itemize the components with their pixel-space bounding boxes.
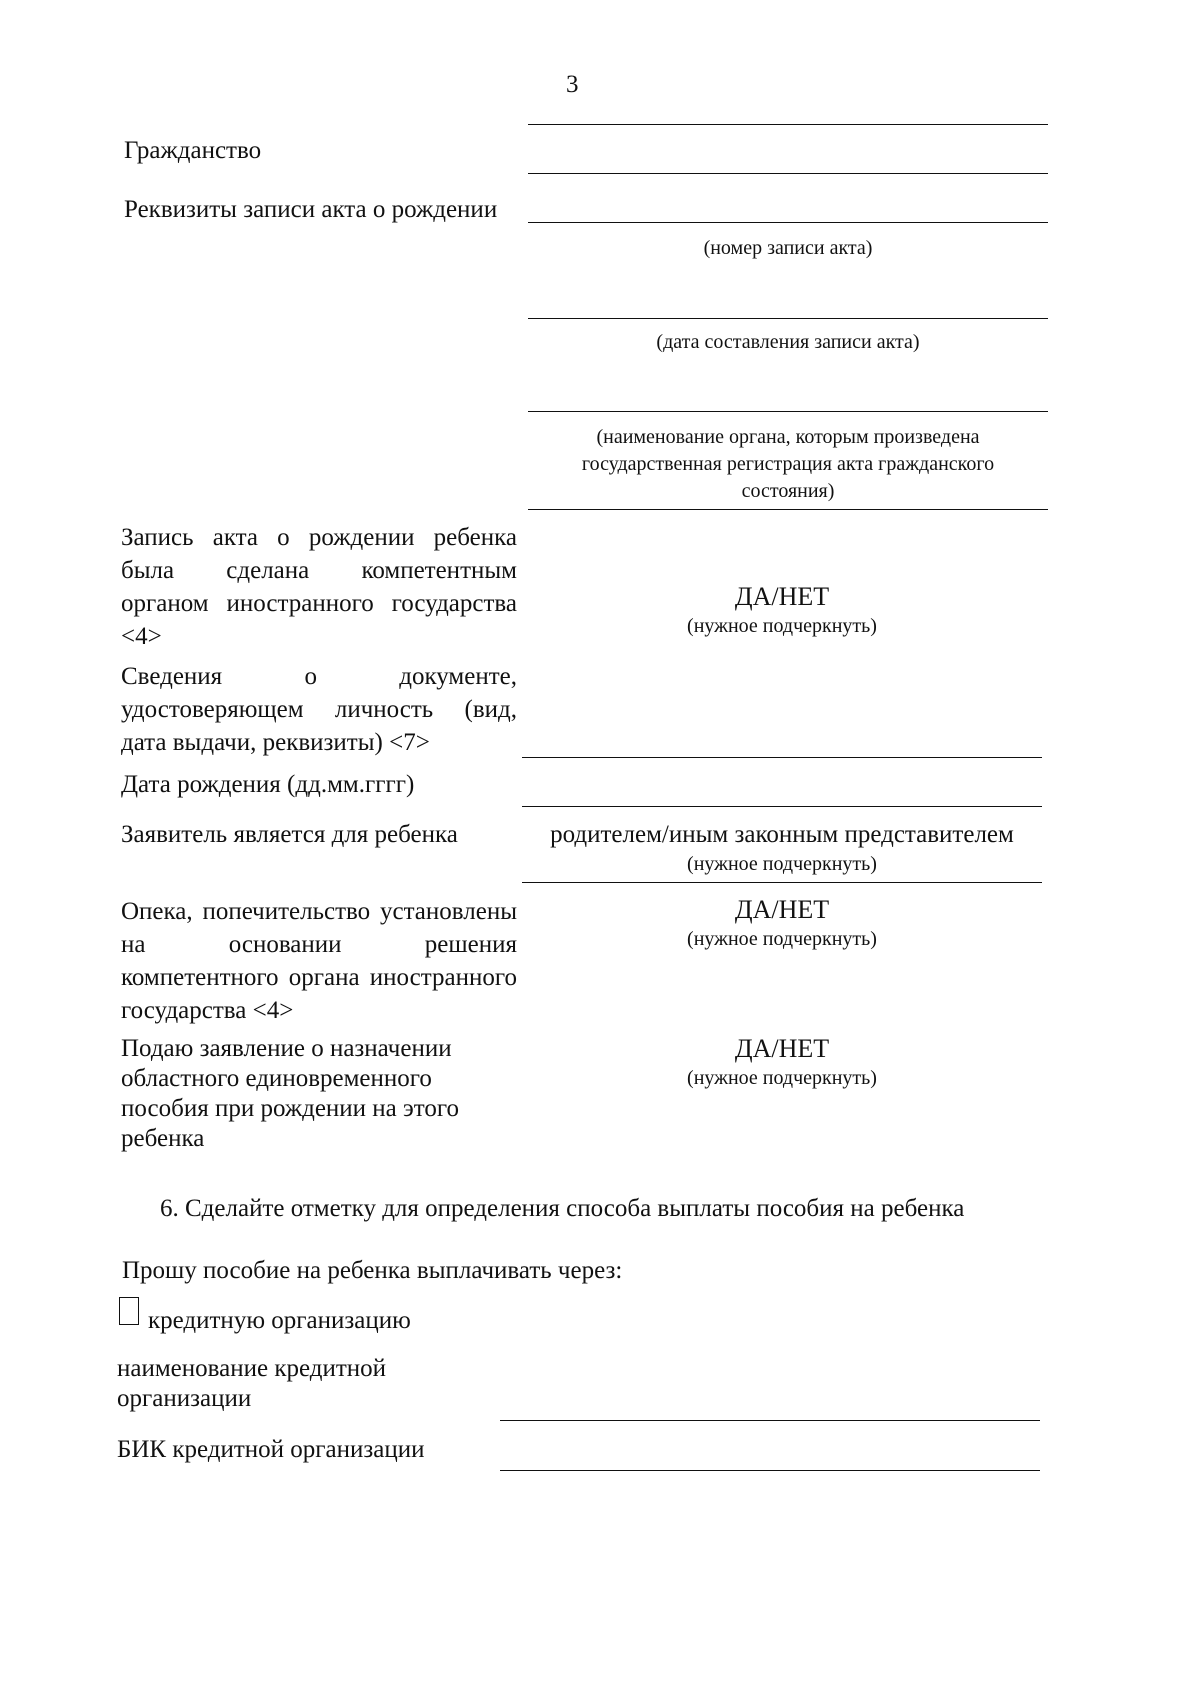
organ-caption-line-3: состояния) bbox=[741, 480, 835, 502]
citizenship-top-rule bbox=[528, 124, 1048, 125]
id-document-field[interactable] bbox=[522, 757, 1042, 758]
guardianship-choice-block bbox=[522, 895, 1042, 953]
credit-organization-checkbox[interactable] bbox=[119, 1297, 139, 1325]
foreign-record-label: Запись акта о рождении ребенка была сделана компетентным органом иностранного государства <4> bbox=[121, 524, 517, 650]
section6-heading: 6. Сделайте отметку для определения способа выплаты пособия на ребенка bbox=[160, 1195, 965, 1222]
foreign-record-choice[interactable]: ДА/НЕТ bbox=[734, 582, 830, 611]
applicant-role-label: Заявитель является для ребенка bbox=[121, 821, 458, 848]
bik-label: БИК кредитной организации bbox=[117, 1436, 425, 1463]
birth-date-label: Дата рождения (дд.мм.гггг) bbox=[121, 771, 415, 798]
birth-record-date-field[interactable] bbox=[528, 318, 1048, 319]
birth-date-field[interactable] bbox=[522, 806, 1042, 807]
regional-allowance-choice[interactable]: ДА/НЕТ bbox=[734, 1034, 830, 1063]
regional-allowance-hint: (нужное подчеркнуть) bbox=[687, 1067, 877, 1089]
organ-caption-line-2: государственная регистрация акта гражданского bbox=[581, 453, 995, 475]
guardianship-choice[interactable]: ДА/НЕТ bbox=[734, 895, 830, 924]
bank-name-label-line-2: организации bbox=[117, 1385, 252, 1412]
birth-record-organ-field[interactable] bbox=[528, 411, 1048, 412]
birth-record-label: Реквизиты записи акта о рождении bbox=[124, 196, 498, 223]
regional-allowance-choice-block bbox=[522, 1034, 1042, 1092]
credit-organization-option-label: кредитную организацию bbox=[148, 1307, 411, 1334]
bik-field[interactable] bbox=[500, 1470, 1040, 1471]
foreign-record-choice-block bbox=[522, 582, 1042, 640]
applicant-role-rule bbox=[522, 882, 1042, 883]
organ-caption-line-1: (наименование органа, которым произведена bbox=[596, 426, 980, 448]
bank-name-field[interactable] bbox=[500, 1420, 1040, 1421]
birth-record-number-field[interactable] bbox=[528, 222, 1048, 223]
regional-allowance-line-2: областного единовременного bbox=[121, 1065, 432, 1092]
citizenship-field[interactable] bbox=[528, 173, 1048, 174]
citizenship-label: Гражданство bbox=[124, 137, 262, 164]
birth-record-organ-bottom-rule bbox=[528, 509, 1048, 510]
guardianship-label: Опека, попечительство установлены на основании решения компетентного органа иностранного государства <4> bbox=[121, 898, 517, 1024]
regional-allowance-line-1: Подаю заявление о назначении bbox=[121, 1035, 452, 1062]
birth-record-date-caption: (дата составления записи акта) bbox=[656, 331, 920, 353]
applicant-role-choice-block bbox=[522, 820, 1042, 878]
regional-allowance-line-3: пособия при рождении на этого bbox=[121, 1095, 459, 1122]
foreign-record-hint: (нужное подчеркнуть) bbox=[687, 615, 877, 637]
regional-allowance-line-4: ребенка bbox=[121, 1125, 205, 1152]
bank-name-label bbox=[117, 1354, 386, 1414]
page-number: 3 bbox=[566, 71, 579, 98]
guardianship-hint: (нужное подчеркнуть) bbox=[687, 928, 877, 950]
id-document-label: Сведения о документе, удостоверяющем личность (вид, дата выдачи, реквизиты) <7> bbox=[121, 663, 517, 756]
birth-record-number-caption: (номер записи акта) bbox=[703, 237, 873, 259]
regional-allowance-label bbox=[121, 1034, 459, 1154]
birth-record-organ-caption bbox=[528, 424, 1048, 505]
applicant-role-choice[interactable]: родителем/иным законным представителем bbox=[550, 821, 1014, 848]
bank-name-label-line-1: наименование кредитной bbox=[117, 1355, 387, 1382]
applicant-role-hint: (нужное подчеркнуть) bbox=[687, 853, 877, 875]
section6-intro: Прошу пособие на ребенка выплачивать через: bbox=[122, 1257, 623, 1284]
